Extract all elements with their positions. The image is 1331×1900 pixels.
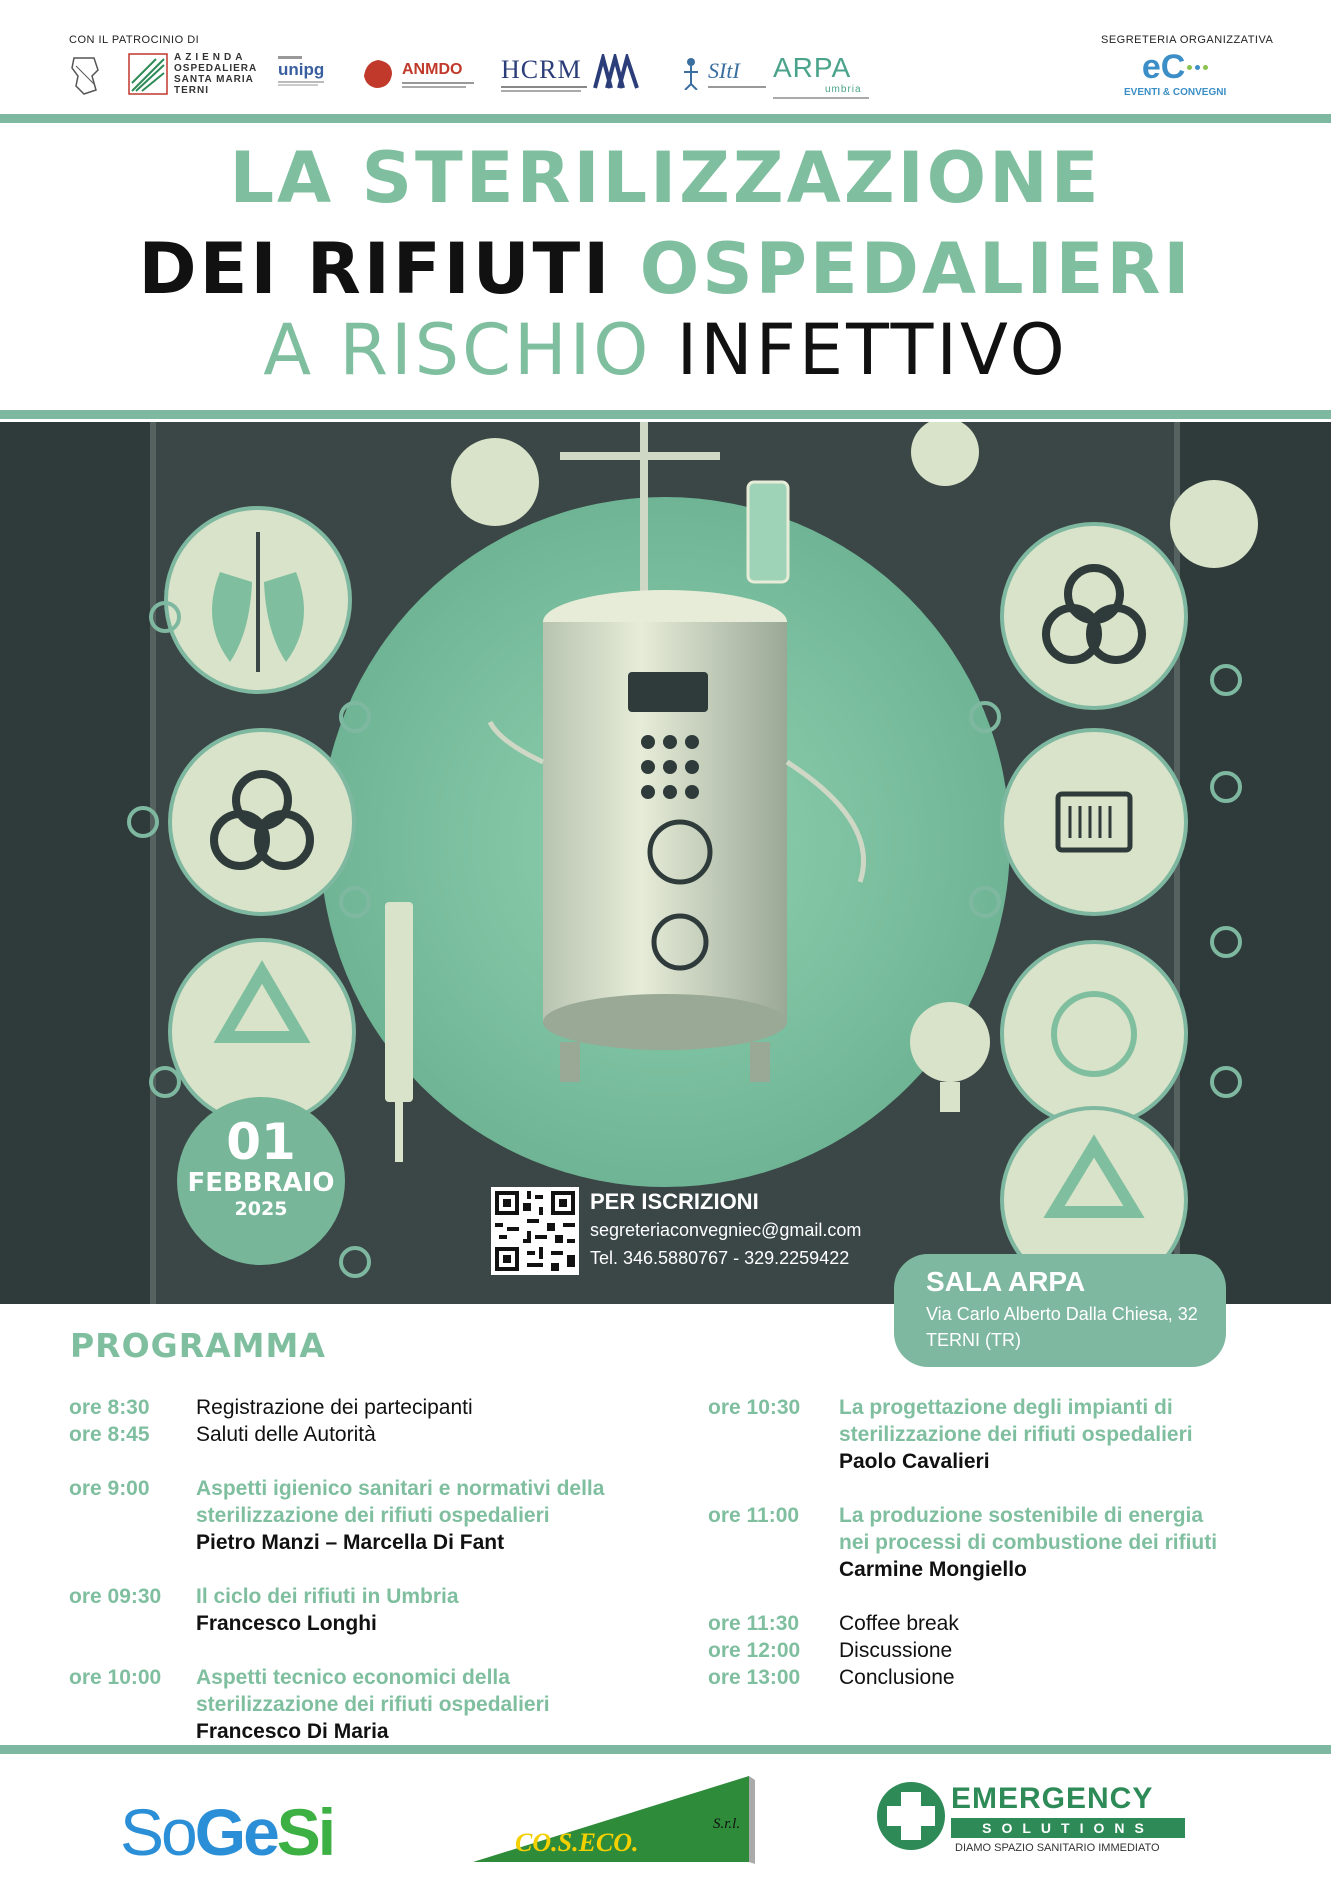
arpa-logo [773,52,869,99]
program-speaker: Carmine Mongiello [839,1558,1027,1581]
azienda-line3: SANTA MARIA [174,74,254,85]
secretariat-label: SEGRETERIA ORGANIZZATIVA [1101,34,1274,46]
program-topic: La produzione sostenibile di energia [839,1504,1204,1527]
program-text: Discussione [839,1639,953,1662]
azienda-line1: AZIENDA [174,52,247,63]
sogesi-si: Si [276,1795,334,1869]
program-time: ore 11:00 [708,1504,800,1527]
program-time: ore 9:00 [69,1477,150,1500]
program-speaker: Paolo Cavalieri [839,1450,990,1473]
anmdo-icon [360,56,396,92]
program-topic: Il ciclo dei rifiuti in Umbria [196,1585,459,1608]
title-sterilizzazione: LA STERILIZZAZIONE [229,137,1102,219]
siti-text: SItI [708,58,740,83]
title-line-2 [0,227,1331,311]
registration-qr-code[interactable] [491,1187,579,1275]
left-lungs-icon [166,508,350,692]
sogesi-ge: Ge [194,1795,277,1869]
title-ospedalieri: OSPEDALIERI [639,228,1193,310]
registration-heading: PER ISCRIZIONI [590,1189,759,1214]
ec-logo [1124,48,1226,98]
anmdo-text: ANMDO [402,60,463,78]
sogesi-logo [120,1795,333,1869]
coseco-logo [473,1772,757,1864]
venue-address: Via Carlo Alberto Dalla Chiesa, 32 [926,1304,1198,1324]
title-infettivo: INFETTIVO [676,309,1068,391]
program-topic: sterilizzazione dei rifiuti ospedalieri [196,1504,550,1527]
unipg-mark [278,56,302,59]
top-rule [0,114,1331,123]
emergency-cross-icon [875,1780,947,1852]
siti-logo [680,56,766,90]
region-logo [68,54,102,98]
coseco-srl: S.r.l. [713,1816,741,1832]
azienda-line4: TERNI [174,85,209,96]
right-face-icon [1002,942,1186,1126]
emergency-name: EMERGENCY [951,1782,1154,1815]
right-printer-icon [1002,730,1186,914]
left-biohazard-icon [170,730,354,914]
footer-rule [0,1745,1331,1754]
registration-phone[interactable]: Tel. 346.5880767 - 329.2259422 [590,1248,850,1268]
arpa-text: ARPA [773,52,852,83]
program-text: Conclusione [839,1666,955,1689]
event-month: FEBBRAIO [187,1168,335,1198]
emergency-solutions-logo [875,1780,1215,1860]
azienda-icon [128,53,168,95]
emergency-tagline: DIAMO SPAZIO SANITARIO IMMEDIATO [955,1842,1160,1854]
program-topic: Aspetti igienico sanitari e normativi della [196,1477,605,1500]
venue-city: TERNI (TR) [926,1330,1021,1350]
emergency-sub: SOLUTIONS [951,1818,1185,1838]
program-text: Coffee break [839,1612,959,1635]
patronage-label: CON IL PATROCINIO DI [69,34,200,46]
anmdo-logo [360,56,474,92]
region-emblem-icon [68,54,102,98]
program-time: ore 13:00 [708,1666,801,1689]
program-text: Saluti delle Autorità [196,1423,376,1446]
azienda-line2: OSPEDALIERA [174,63,258,74]
ec-dots-icon [1187,65,1208,70]
title-dei-rifiuti: DEI RIFIUTI [138,228,613,310]
azienda-ospedaliera-logo [128,52,257,96]
program-title: PROGRAMMA [70,1326,326,1365]
hcrm-logo [501,54,639,92]
registration-email[interactable]: segreteriaconvegniec@gmail.com [590,1220,862,1240]
right-biohazard-icon [1002,524,1186,708]
program-time: ore 8:45 [69,1423,150,1446]
program-time: ore 11:30 [708,1612,800,1635]
venue-badge [894,1254,1226,1367]
registration-info [590,1188,861,1272]
hcrm-text: HCRM [501,54,582,84]
program-topic: sterilizzazione dei rifiuti ospedalieri [839,1423,1193,1446]
program-time: ore 10:00 [69,1666,162,1689]
program-topic: nei processi di combustione dei rifiuti [839,1531,1218,1554]
program-text: Registrazione dei partecipanti [196,1396,473,1419]
top-bubble-right [1170,480,1258,568]
hero-top-rule [0,410,1331,419]
program-speaker: Pietro Manzi – Marcella Di Fant [196,1531,505,1554]
event-day: 01 [226,1113,296,1171]
unipg-logo [278,56,324,86]
program-speaker: Francesco Longhi [196,1612,377,1635]
title-line-1 [0,136,1331,220]
event-date-badge [177,1097,345,1265]
title-a-rischio: A RISCHIO [263,309,652,391]
hcrm-emblem-icon [593,54,639,92]
arpa-sub: umbria [825,84,862,95]
program-topic: Aspetti tecnico economici della [196,1666,510,1689]
title-line-3 [0,308,1331,392]
program-topic: La progettazione degli impianti di [839,1396,1173,1419]
program-time: ore 12:00 [708,1639,801,1662]
unipg-text: unipg [278,60,325,79]
sogesi-so: So [120,1795,195,1869]
program-time: ore 8:30 [69,1396,150,1419]
program-time: ore 09:30 [69,1585,162,1608]
ec-line: EVENTI & CONVEGNI [1124,87,1227,98]
venue-name: SALA ARPA [926,1266,1086,1297]
ec-mark: eC [1141,48,1186,86]
program-topic: sterilizzazione dei rifiuti ospedalieri [196,1693,550,1716]
program-time: ore 10:30 [708,1396,801,1419]
siti-figure-icon [680,56,702,90]
program-speaker: Francesco Di Maria [196,1720,389,1743]
qr-code-icon [491,1187,579,1275]
coseco-name: CO.S.ECO. [515,1828,639,1857]
top-bubble-left [451,438,539,526]
event-year: 2025 [234,1198,288,1220]
